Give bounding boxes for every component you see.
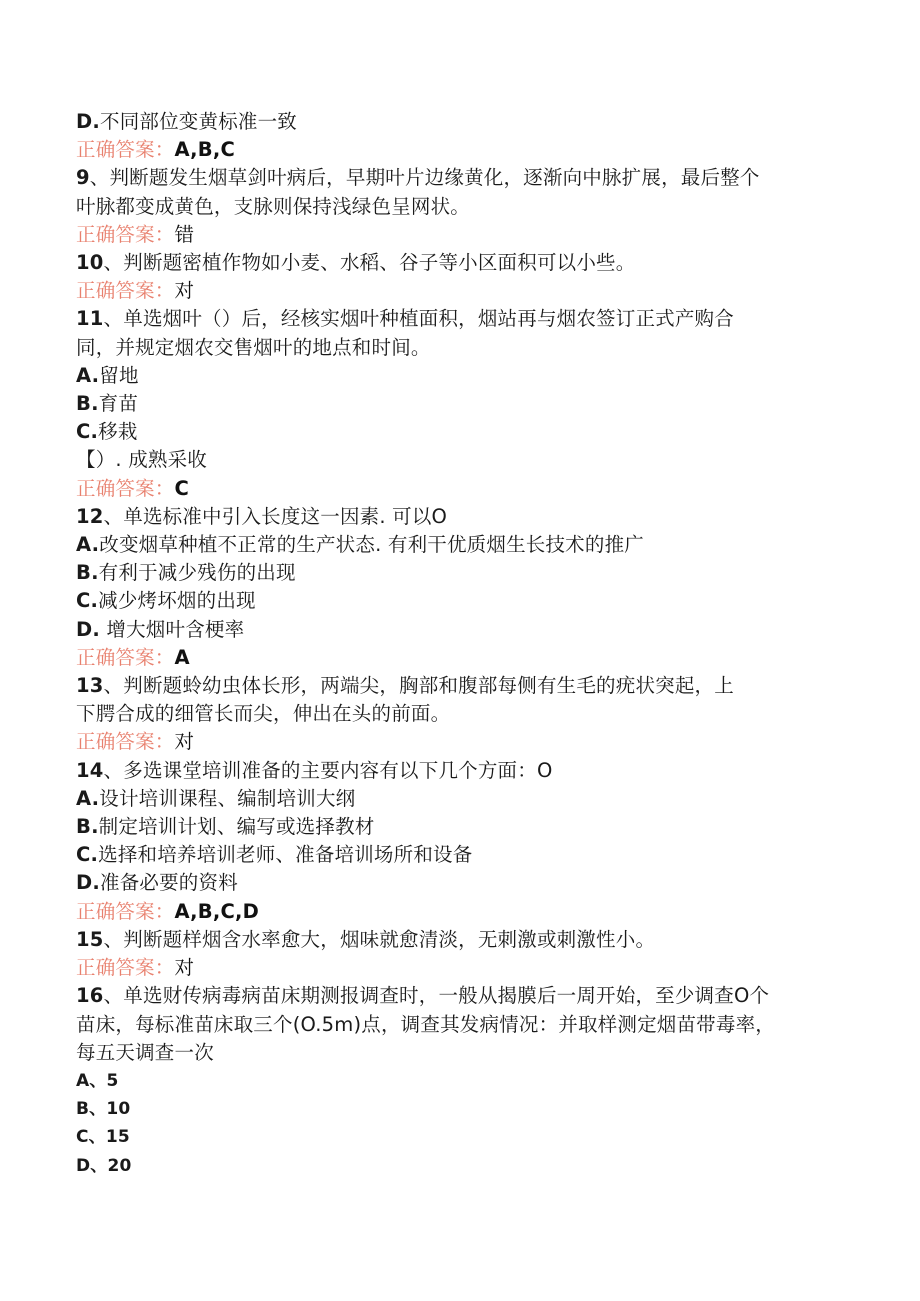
question-number: 15 bbox=[76, 927, 104, 951]
option-text: 选择和培养培训老师、准备培训场所和设备 bbox=[98, 843, 473, 867]
answer-label: 正确答案： bbox=[76, 730, 175, 754]
answer-value: C bbox=[174, 476, 190, 500]
option-line bbox=[76, 559, 836, 587]
question-text: 、单选标准中引入长度这一因素. 可以O bbox=[103, 504, 448, 528]
question-line bbox=[76, 305, 836, 333]
answer-line bbox=[76, 644, 836, 672]
option-line: B、10 bbox=[76, 1099, 131, 1120]
answer-label: 正确答案： bbox=[76, 279, 175, 303]
answer-value: A,B,C,D bbox=[174, 899, 259, 923]
option-key: A. bbox=[76, 533, 100, 557]
answer-line bbox=[76, 221, 836, 249]
question-number: 14 bbox=[76, 758, 104, 782]
answer-label: 正确答案： bbox=[76, 899, 175, 923]
option-line bbox=[76, 390, 836, 418]
option-line bbox=[76, 616, 836, 644]
option-key: B. bbox=[76, 392, 99, 416]
answer-label: 正确答案： bbox=[76, 645, 175, 669]
option-line bbox=[76, 362, 836, 390]
answer-value: 对 bbox=[174, 279, 195, 303]
option-key: A. bbox=[76, 786, 100, 810]
option-key: D. bbox=[76, 110, 100, 133]
option-line bbox=[76, 531, 836, 559]
question-number: 9 bbox=[76, 166, 90, 190]
question-number: 16 bbox=[76, 984, 104, 1008]
option-key: B. bbox=[76, 561, 99, 585]
option-line bbox=[76, 785, 836, 813]
option-key: D. bbox=[76, 617, 100, 641]
question-text: 、多选课堂培训准备的主要内容有以下几个方面：O bbox=[103, 758, 553, 782]
question-text: 、判断题蛉幼虫体长形，两端尖，胸部和腹部每侧有生毛的疣状突起，上 bbox=[103, 674, 734, 698]
option-text: 育苗 bbox=[98, 392, 139, 416]
question-line bbox=[76, 503, 836, 531]
option-key: A. bbox=[76, 363, 100, 387]
option-text: 改变烟草种植不正常的生产状态. 有利干优质烟生长技术的推广 bbox=[99, 533, 644, 557]
option-text: 移栽 bbox=[98, 420, 138, 444]
text-continuation: 下腭合成的细管长而尖，伸出在头的前面。 bbox=[76, 702, 451, 726]
answer-line bbox=[76, 728, 836, 756]
text-continuation: 【）. 成熟采收 bbox=[76, 448, 207, 472]
question-text: 、判断题发生烟草剑叶病后，早期叶片边缘黄化，逐渐向中脉扩展，最后整个 bbox=[89, 166, 760, 190]
option-text: 减少烤坏烟的出现 bbox=[98, 589, 256, 613]
answer-line bbox=[76, 954, 836, 982]
option-line bbox=[76, 108, 836, 136]
answer-line bbox=[76, 136, 836, 164]
text-continuation: 同，并规定烟农交售烟叶的地点和时间。 bbox=[76, 335, 431, 359]
question-number: 11 bbox=[76, 307, 104, 331]
option-text: 不同部位变黄标准一致 bbox=[100, 110, 298, 133]
text-continuation: 每五天调查一次 bbox=[76, 1040, 214, 1064]
option-text: 准备必要的资料 bbox=[100, 871, 238, 895]
question-text: 、判断题样烟含水率愈大，烟味就愈清淡，无刺激或刺激性小。 bbox=[103, 927, 656, 951]
option-line bbox=[76, 418, 836, 446]
option-line bbox=[76, 869, 836, 897]
option-text: 有利于减少残伤的出现 bbox=[98, 561, 296, 585]
question-number: 13 bbox=[76, 674, 104, 698]
option-line: C、15 bbox=[76, 1127, 130, 1148]
answer-value: A bbox=[174, 645, 190, 669]
question-line bbox=[76, 982, 836, 1010]
question-line bbox=[76, 757, 836, 785]
answer-value: 错 bbox=[174, 222, 195, 246]
answer-label: 正确答案： bbox=[76, 956, 175, 980]
option-key: B. bbox=[76, 815, 99, 839]
question-line bbox=[76, 672, 836, 700]
answer-value: A,B,C bbox=[174, 138, 235, 162]
text-continuation: 叶脉都变成黄色，支脉则保持浅绿色呈网状。 bbox=[76, 194, 471, 218]
option-text: 增大烟叶含梗率 bbox=[100, 617, 245, 641]
question-line bbox=[76, 164, 836, 192]
option-line bbox=[76, 813, 836, 841]
question-line bbox=[76, 249, 836, 277]
question-line bbox=[76, 926, 836, 954]
answer-line bbox=[76, 475, 836, 503]
option-line: D、20 bbox=[76, 1155, 132, 1176]
answer-label: 正确答案： bbox=[76, 138, 175, 162]
question-document bbox=[76, 108, 836, 1180]
option-line bbox=[76, 587, 836, 615]
answer-value: 对 bbox=[174, 730, 195, 754]
answer-value: 对 bbox=[174, 956, 195, 980]
option-text: 设计培训课程、编制培训大纲 bbox=[99, 786, 356, 810]
answer-line bbox=[76, 898, 836, 926]
option-line bbox=[76, 841, 836, 869]
question-text: 、判断题密植作物如小麦、水稻、谷子等小区面积可以小些。 bbox=[103, 251, 636, 275]
answer-line bbox=[76, 277, 836, 305]
option-key: C. bbox=[76, 843, 99, 867]
question-number: 10 bbox=[76, 251, 104, 275]
answer-label: 正确答案： bbox=[76, 222, 175, 246]
option-text: 制定培训计划、编写或选择教材 bbox=[98, 815, 375, 839]
question-text: 、单选烟叶（）后，经核实烟叶种植面积，烟站再与烟农签订正式产购合 bbox=[103, 307, 734, 331]
option-text: 留地 bbox=[99, 363, 139, 387]
answer-label: 正确答案： bbox=[76, 476, 175, 500]
option-key: C. bbox=[76, 420, 99, 444]
question-number: 12 bbox=[76, 504, 104, 528]
option-key: C. bbox=[76, 589, 99, 613]
text-continuation: 苗床，每标准苗床取三个(O.5m)点，调查其发病情况：并取样测定烟苗带毒率， bbox=[76, 1012, 775, 1036]
option-line: A、5 bbox=[76, 1070, 119, 1091]
question-text: 、单选财传病毒病苗床期测报调查时，一般从揭膜后一周开始，至少调查O个 bbox=[103, 984, 770, 1008]
option-key: D. bbox=[76, 871, 100, 895]
